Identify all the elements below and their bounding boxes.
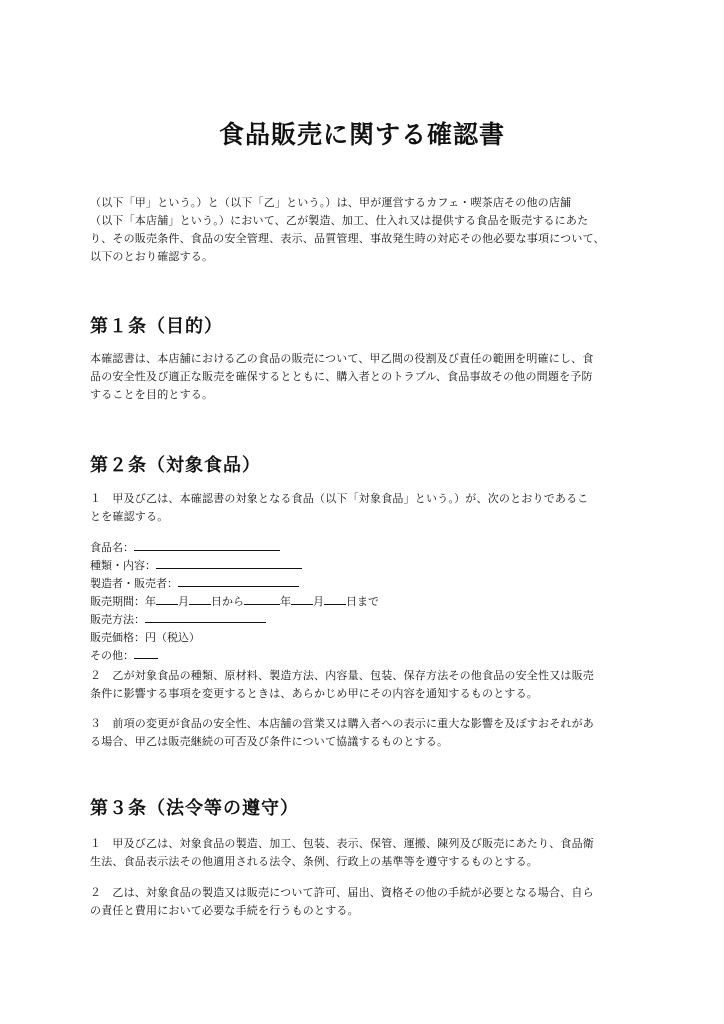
article1-line: 品の安全性及び適正な販売を確保するとともに、購入者とのトラブル、食品事故その他の問題を予防 [90, 370, 593, 383]
field-period-label: 販売期間：年 [90, 595, 156, 608]
article2-p3-line: る場合、甲乙は販売継続の可否及び条件について協議するものとする。 [90, 735, 449, 748]
period-day1-label: 日から [211, 595, 244, 608]
field-other [90, 647, 490, 665]
intro-line: （以下「本店舗」という。）において、乙が製造、加工、仕入れ又は提供する食品を販売するにあた [90, 214, 589, 227]
article2-paragraph-2 [90, 667, 650, 703]
intro-line: （以下「甲」という。）と（以下「乙」という。）は、甲が運営するカフェ・喫茶店その他の店舗 [90, 196, 572, 209]
article2-paragraph-3 [90, 715, 650, 751]
type-blank[interactable] [156, 557, 302, 569]
period-year2-blank[interactable] [244, 593, 280, 605]
field-method [90, 611, 490, 629]
article2-p1-line: とを確認する。 [90, 510, 169, 523]
field-maker-label: 製造者・販売者： [90, 577, 178, 590]
article3-p2-line: ２ 乙は、対象食品の製造又は販売について許可、届出、資格その他の手続が必要となる場合、自ら [90, 886, 594, 899]
article1-line: することを目的とする。 [90, 388, 214, 401]
article2-p2-line: 条件に影響する事項を変更するときは、あらかじめ甲にその内容を通知するものとする。 [90, 687, 538, 700]
field-price-label: 販売価格：円（税込） [90, 631, 200, 644]
period-day2-blank[interactable] [324, 593, 346, 605]
field-method-label: 販売方法： [90, 613, 145, 626]
period-day1-blank[interactable] [189, 593, 211, 605]
intro-line: り、その販売条件、食品の安全管理、表示、品質管理、事故発生時の対応その他必要な事項について、 [90, 232, 605, 245]
article2-p3-line: ３ 前項の変更が食品の安全性、本店舗の営業又は購入者への表示に重大な影響を及ぼすおそれがあ [90, 717, 594, 730]
field-type-label: 種類・内容： [90, 559, 156, 572]
field-type [90, 557, 490, 575]
article2-p2-line: ２ 乙が対象食品の種類、原材料、製造方法、内容量、包装、保存方法その他食品の安全性又は販売 [90, 669, 594, 682]
article1-heading: 第１条（目的） [90, 316, 223, 337]
article2-paragraph-1 [90, 490, 650, 526]
article2-p1-line: １ 甲及び乙は、本確認書の対象となる食品（以下「対象食品」という。）が、次のとおりであるこ [90, 492, 589, 505]
period-month1-blank[interactable] [156, 593, 178, 605]
intro-paragraph [90, 194, 650, 266]
field-other-label: その他： [90, 649, 134, 662]
document-title: 食品販売に関する確認書 [218, 120, 505, 149]
period-month1-label: 月 [178, 595, 189, 608]
period-day2-label: 日まで [346, 595, 379, 608]
field-food-name-label: 食品名： [90, 541, 134, 554]
intro-line: 以下のとおり確認する。 [90, 250, 214, 263]
article3-p1-line: 生法、食品表示法その他適用される法令、条例、行政上の基準等を遵守するものとする。 [90, 855, 538, 868]
period-month2-label: 月 [313, 595, 324, 608]
method-blank[interactable] [145, 611, 266, 623]
article2-heading: 第２条（対象食品） [90, 455, 261, 476]
article1-line: 本確認書は、本店舗における乙の食品の販売について、甲乙間の役割及び責任の範囲を明確にし、食 [90, 352, 594, 365]
article3-heading: 第３条（法令等の遵守） [90, 798, 299, 819]
field-price [90, 629, 490, 647]
article3-paragraph-2 [90, 884, 650, 920]
food-name-blank[interactable] [134, 539, 280, 551]
field-maker [90, 575, 490, 593]
other-blank[interactable] [134, 647, 158, 659]
field-period [90, 593, 490, 611]
article3-p2-line: の責任と費用において必要な手続を行うものとする。 [90, 904, 359, 917]
article1-body [90, 350, 650, 404]
food-fields [90, 539, 490, 665]
period-month2-blank[interactable] [291, 593, 313, 605]
article3-p1-line: １ 甲及び乙は、対象食品の製造、加工、包装、表示、保管、運搬、陳列及び販売にあたり、食品衛 [90, 837, 594, 850]
field-food-name [90, 539, 490, 557]
maker-blank[interactable] [178, 575, 299, 587]
article3-paragraph-1 [90, 835, 650, 871]
period-year2-label: 年 [280, 595, 291, 608]
